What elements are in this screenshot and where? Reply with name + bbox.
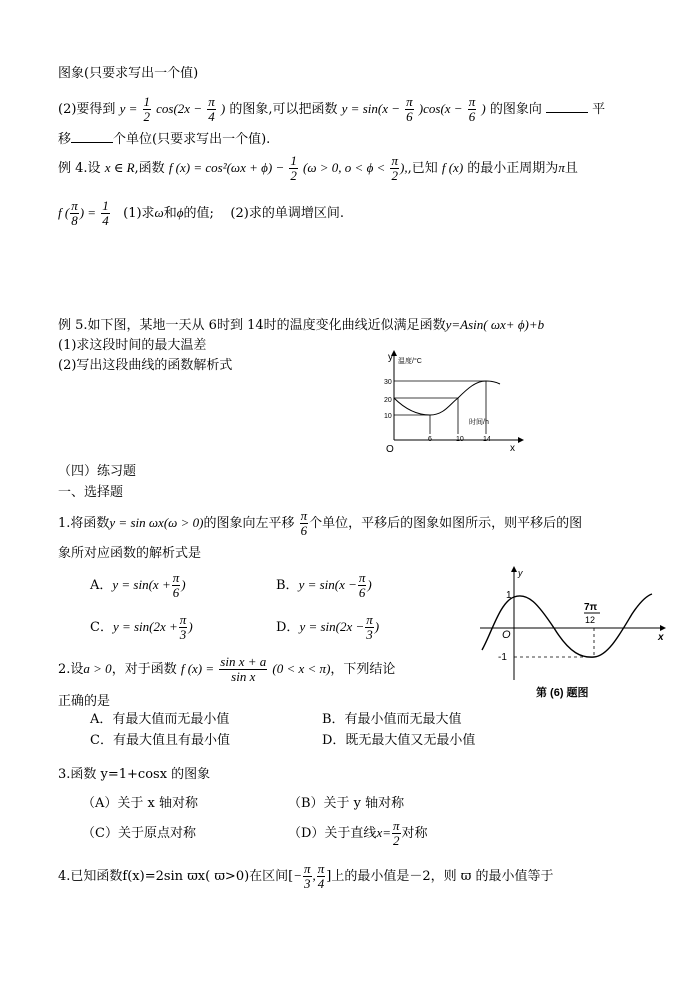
eq: ) =	[79, 205, 97, 220]
num: 1	[290, 153, 297, 168]
frac-pi4b	[317, 862, 326, 891]
close-paren: )	[181, 577, 186, 592]
sin-expr: y = sin(x −	[341, 101, 400, 116]
q3-option-a[interactable]: （A）关于 x 轴对称	[82, 796, 198, 811]
den: 6	[468, 109, 476, 124]
den: 4	[208, 109, 215, 124]
ex4-text-b: ,函数	[134, 161, 165, 176]
frac	[172, 571, 181, 600]
ex4-text-f: (1)求	[123, 206, 155, 221]
q1-text-a: 1.将函数	[58, 516, 110, 531]
frac-pi2	[390, 154, 399, 183]
fig2-caption: 第 (6) 题图	[536, 687, 589, 699]
x-in-r: x ∈ R	[104, 160, 135, 175]
q2-text-c: 的图象向	[489, 102, 542, 117]
fig1-y-label: y	[388, 352, 393, 363]
frac-half	[143, 95, 152, 124]
ex4-text-g: 和	[163, 206, 177, 221]
y-arrow	[511, 566, 517, 572]
fig1-tick-30: 30	[384, 379, 392, 386]
den: 3	[366, 627, 373, 642]
q2-line	[58, 92, 605, 126]
q1-option-c[interactable]	[90, 610, 193, 644]
frac	[179, 613, 188, 642]
den: 8	[71, 213, 78, 228]
frac-pi6c	[300, 509, 309, 538]
fig1-x-label: x	[510, 443, 515, 454]
num: π	[71, 198, 78, 213]
ex4-text-e: 且	[564, 161, 578, 176]
cos-expr: cos(2x −	[156, 101, 203, 116]
den: 3	[304, 876, 311, 891]
q1-option-b[interactable]	[276, 568, 372, 602]
fig1-origin: O	[386, 444, 394, 454]
pi: π	[558, 160, 565, 175]
x-arrow	[518, 437, 524, 443]
frac-half-2	[289, 154, 298, 183]
ex5-func: y=Asin( ωx+ ϕ)+b	[445, 317, 545, 332]
frac	[358, 571, 367, 600]
den: 6	[406, 109, 413, 124]
q3-option-d[interactable]	[288, 815, 428, 851]
opt-expr: y = sin(2x −	[299, 619, 365, 634]
den: 4	[317, 876, 325, 891]
cond: (ω > 0, o < ϕ <	[303, 160, 386, 175]
q2-option-d[interactable]: D．既无最大值又无最小值	[322, 733, 476, 748]
frac-pi6a	[405, 95, 414, 124]
q2-text-b: 的图象,可以把函数	[229, 102, 338, 117]
fig1-tick-10: 10	[384, 413, 392, 420]
fig1-tick-10x: 10	[456, 436, 464, 443]
q2n-text-a: 2.设	[58, 662, 84, 677]
ex5-text-a: 例 5.如下图，某地一天从 6时到 14时的温度变化曲线近似满足函数	[58, 318, 446, 333]
ex4-line2	[58, 194, 344, 232]
opt-letter: B．	[276, 578, 299, 593]
den: 2	[143, 109, 150, 124]
q1-line2: 象所对应函数的解析式是	[58, 546, 202, 561]
opt-expr: y = sin(2x +	[112, 619, 178, 634]
ex4-text-d: 的最小正周期为	[467, 161, 559, 176]
frac-pi6b	[468, 95, 477, 124]
sine-figure	[474, 562, 674, 702]
ex5-line1	[58, 317, 544, 334]
num: sin x + a	[220, 654, 267, 669]
y-eq: y =	[119, 101, 138, 116]
x-eq: x=	[376, 825, 391, 840]
neg: −	[293, 868, 303, 883]
close-paren: )	[220, 101, 226, 116]
q2n-line1	[58, 650, 395, 688]
part-title: 一、选择题	[58, 485, 124, 500]
den: 6	[358, 585, 366, 600]
fig1-unit-label: 温度/°C	[398, 358, 422, 365]
q2n-text-c: ，下列结论	[330, 662, 396, 677]
phi: ϕ	[176, 205, 184, 220]
num: π	[172, 570, 180, 585]
fig2-tick-den: 12	[585, 615, 596, 625]
close-paren: )	[188, 619, 193, 634]
num: π	[300, 508, 308, 523]
q3-option-b[interactable]: （B）关于 y 轴对称	[288, 796, 405, 811]
opt-expr: y = sin(x +	[112, 577, 171, 592]
q3-option-c[interactable]: （C）关于原点对称	[82, 826, 196, 841]
q2-line2	[58, 130, 270, 148]
q2-option-a[interactable]: A．有最大值而无最小值	[90, 712, 230, 727]
fig2-x-label: x	[658, 632, 664, 643]
ex4-text-i: (2)求的单调增区间.	[230, 206, 344, 221]
answer-blank-1[interactable]	[546, 100, 588, 113]
fig1-tick-20: 20	[384, 397, 392, 404]
q3-line: 3.函数 y=1+cosx 的图象	[58, 767, 211, 782]
den: 2	[290, 168, 297, 183]
frac-pi3	[303, 862, 312, 891]
num: π	[208, 94, 215, 109]
close-paren: )	[481, 101, 486, 116]
range: (0 < x < π)	[272, 661, 331, 676]
num: π	[391, 153, 398, 168]
q3-d-text: （D）关于直线	[288, 826, 377, 841]
frac-pi4	[207, 95, 216, 124]
f-pi8: f (	[58, 205, 70, 220]
cond-end: ),	[399, 160, 408, 175]
q4-line	[58, 858, 554, 894]
num: 1	[143, 94, 150, 109]
y-sin-wx: y = sin ωx(ω > 0)	[109, 515, 204, 530]
num: π	[358, 570, 366, 585]
ex4-line1	[58, 150, 578, 186]
a-gt0: a > 0	[83, 661, 112, 676]
section-title: （四）练习题	[58, 464, 137, 479]
sine-curve	[482, 594, 652, 657]
den: 2	[392, 833, 400, 848]
opt-letter: D．	[276, 620, 300, 635]
f-of-x: f (x) =	[180, 661, 215, 676]
q1-text-c: 个单位，平移后的图象如图所示，则平移后的图	[309, 516, 583, 531]
num: 1	[102, 198, 109, 213]
frac	[365, 613, 374, 642]
close-paren: )	[374, 619, 380, 634]
ex4-text-h: 的值;	[183, 206, 214, 221]
den: 4	[102, 213, 109, 228]
opt-letter: A．	[90, 578, 113, 593]
fig1-tick-6: 6	[428, 436, 432, 443]
frac-pi2b	[392, 819, 401, 848]
omega: ω	[154, 205, 164, 220]
frac-pi8	[70, 199, 79, 228]
opt-expr: y = sin(x −	[298, 577, 357, 592]
ex5-q1: (1)求这段时间的最大温差	[58, 338, 207, 353]
fig2-one: 1	[506, 590, 512, 601]
fig2-tick-num: 7π	[584, 602, 598, 613]
ex4-text-c: ,已知	[407, 161, 438, 176]
comma: ,	[312, 868, 316, 883]
answer-blank-2[interactable]	[71, 130, 113, 143]
den: 2	[391, 168, 398, 183]
q2n-text-b: ，对于函数	[111, 662, 177, 677]
fig2-origin: O	[502, 629, 511, 641]
q2n-line2: 正确的是	[58, 694, 111, 709]
q3-d-text2: 对称	[401, 826, 428, 841]
q2-text-f: 个单位(只要求写出一个值).	[113, 132, 271, 147]
frac-1-4	[101, 199, 110, 228]
num: π	[304, 861, 311, 876]
num: π	[179, 612, 187, 627]
frac-sin	[219, 655, 267, 684]
fig1-tick-14: 14	[483, 436, 491, 443]
cos-x-expr: )cos(x −	[418, 101, 463, 116]
q2-text-e: 移	[58, 132, 72, 147]
x-arrow	[660, 625, 666, 631]
fig2-neg-one: -1	[498, 652, 507, 663]
close-paren: )	[367, 577, 372, 592]
den: 6	[172, 585, 180, 600]
fig1-time-label: 时间/h	[469, 419, 489, 426]
num: π	[468, 94, 476, 109]
den: 6	[300, 523, 308, 538]
num: π	[406, 94, 413, 109]
fig2-y-label: y	[518, 568, 523, 578]
ex5-q2: (2)写出这段曲线的函数解析式	[58, 358, 233, 373]
q4-text-b: ]上的最小值是－2，则 ϖ 的最小值等于	[326, 869, 554, 884]
num: π	[366, 612, 373, 627]
num: π	[392, 818, 400, 833]
num: π	[317, 861, 325, 876]
q2-option-b[interactable]: B．有最小值而无最大值	[322, 712, 462, 727]
q1-option-d[interactable]	[276, 610, 379, 644]
temperature-figure	[378, 348, 528, 454]
q2-text-d: 平	[592, 102, 606, 117]
q1-line1	[58, 506, 582, 540]
den: sin x	[231, 669, 256, 684]
den: 3	[179, 627, 187, 642]
q2-option-c[interactable]: C．有最大值且有最小值	[90, 733, 230, 748]
ex4-text-a: 例 4.设	[58, 161, 101, 176]
q2-text-a: (2)要得到	[58, 102, 116, 117]
q1-option-a[interactable]	[90, 568, 186, 602]
opt-letter: C．	[90, 620, 113, 635]
q1-text-b: 的图象向左平移	[203, 516, 295, 531]
fx: f (x)	[441, 160, 464, 175]
intro-line: 图象(只要求写出一个值)	[58, 66, 199, 81]
q4-text-a: 4.已知函数f(x)=2sin ϖx( ϖ>0)在区间[	[58, 869, 294, 884]
fx-def: f (x) = cos²(ωx + ϕ) −	[168, 160, 285, 175]
